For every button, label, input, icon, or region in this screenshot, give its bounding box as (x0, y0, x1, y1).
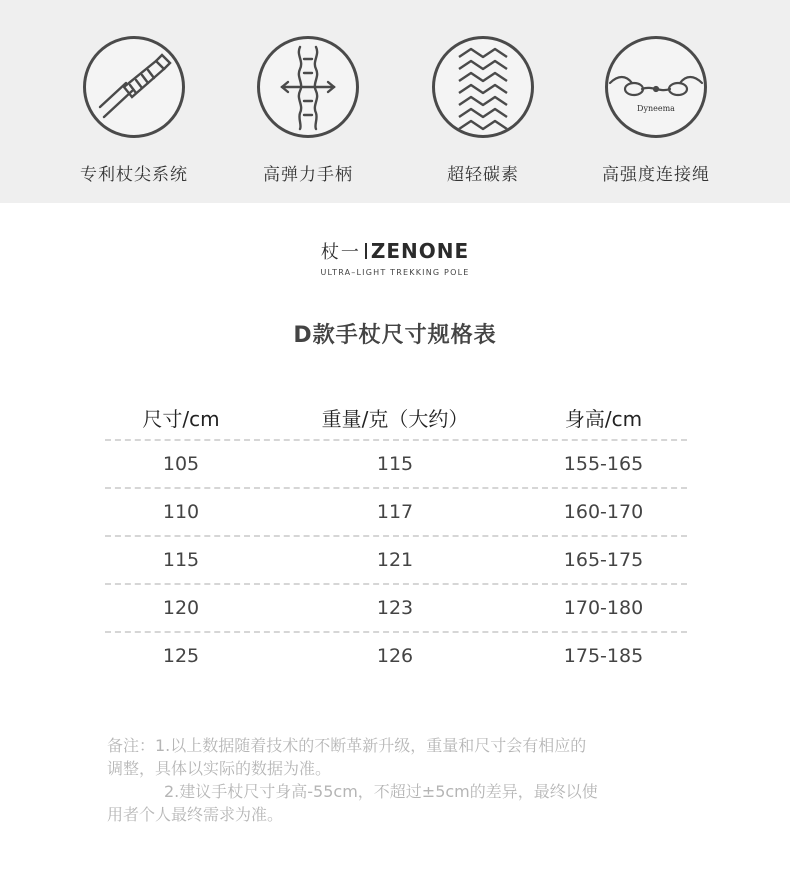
header-size: 尺寸/cm (142, 406, 220, 431)
brand-logo (0, 238, 790, 277)
logo-cn: 杖一 (320, 242, 361, 263)
size-spec-table (105, 395, 687, 679)
cell-size: 125 (162, 645, 200, 667)
feature-grip-handle (233, 36, 383, 185)
page-title: D款手杖尺寸规格表 (293, 323, 497, 348)
cell-height: 175-185 (563, 645, 644, 667)
logo-separator (365, 243, 367, 259)
table-header (105, 395, 687, 441)
cell-weight: 123 (376, 597, 414, 619)
remarks (107, 734, 697, 826)
dyneema-label: Dyneema (637, 104, 675, 113)
cell-height: 165-175 (563, 549, 644, 571)
brand-tagline: ULTRA–LIGHT TREKKING POLE (320, 268, 470, 277)
cell-size: 105 (162, 453, 200, 475)
pole-tip-icon (83, 36, 185, 138)
logo-en: ZENONE (370, 239, 470, 263)
feature-banner (0, 0, 790, 203)
remark-line: 用者个人最终需求为准。 (107, 805, 284, 824)
feature-label: 高强度连接绳 (602, 165, 710, 185)
cell-height: 155-165 (563, 453, 644, 475)
table-row (105, 585, 687, 633)
feature-label: 高弹力手柄 (263, 165, 353, 185)
carbon-weave-icon (432, 36, 534, 138)
logo (321, 238, 469, 264)
cell-height: 170-180 (563, 597, 644, 619)
feature-carbon (408, 36, 558, 185)
cell-size: 115 (162, 549, 200, 571)
table-row (105, 441, 687, 489)
feature-rope (581, 36, 731, 185)
cell-size: 120 (162, 597, 200, 619)
feature-label: 专利杖尖系统 (80, 165, 188, 185)
cell-weight: 117 (376, 501, 414, 523)
cell-height: 160-170 (563, 501, 644, 523)
dyneema-rope-icon (605, 36, 707, 138)
header-height: 身高/cm (564, 406, 643, 431)
cell-weight: 115 (376, 453, 414, 475)
grip-handle-icon (257, 36, 359, 138)
table-row (105, 633, 687, 679)
cell-size: 110 (162, 501, 200, 523)
remark-line: 调整，具体以实际的数据为准。 (107, 759, 332, 778)
cell-weight: 126 (376, 645, 414, 667)
remark-line: 备注：1.以上数据随着技术的不断革新升级，重量和尺寸会有相应的 (107, 736, 587, 755)
table-row (105, 489, 687, 537)
feature-label: 超轻碳素 (447, 165, 519, 185)
remark-line: 2.建议手杖尺寸身高-55cm，不超过±5cm的差异，最终以使 (164, 782, 598, 801)
table-row (105, 537, 687, 585)
header-weight: 重量/克（大约） (321, 406, 469, 431)
cell-weight: 121 (376, 549, 414, 571)
feature-pole-tip (59, 36, 209, 185)
